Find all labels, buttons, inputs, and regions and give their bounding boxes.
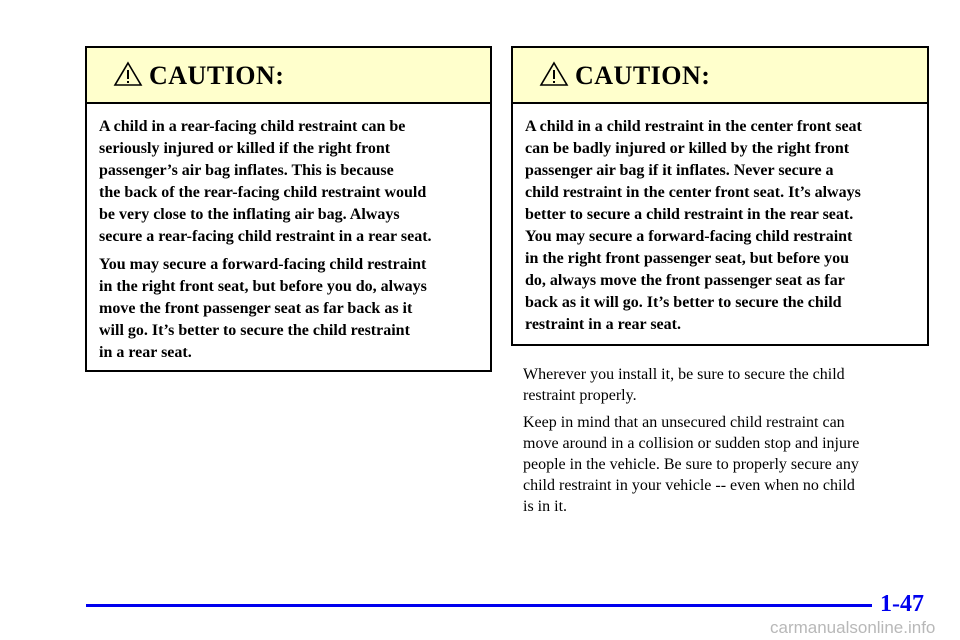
caution-title: CAUTION: [575, 61, 711, 90]
caution-paragraph: You may secure a forward-facing child restraint in the right front seat, but before you do, always move the front passenger seat as far back as it will go. It’s better to secure the child restraint in a rear seat. [99, 256, 427, 361]
caution-header [513, 48, 927, 104]
caution-paragraph: A child in a child restraint in the center front seat can be badly injured or killed by the right front passenger air bag if it inflates. Never secure a child restraint in the center front seat. It’s always better to secure a child restraint in the rear seat. You may secure a forward-facing child restraint in the right front passenger seat, but before you do, always move the front passenger seat as far back as it will go. It’s better to secure the child restraint in a rear seat. [525, 118, 862, 333]
caution-paragraph: A child in a rear-facing child restraint can be seriously injured or killed if the right front passenger’s air bag inflates. This is because the back of the rear-facing child restraint would be very close to the inflating air bag. Always secure a rear-facing child restraint in a rear seat. [99, 118, 432, 245]
body-paragraph: Keep in mind that an unsecured child restraint can move around in a collision or sudden stop and injure people in the vehicle. Be sure to properly secure any child restraint in your vehicle -- even when no child is in it. [523, 414, 860, 515]
page-number: 1-47 [880, 591, 924, 617]
caution-box-left [85, 46, 492, 372]
warning-triangle-icon [539, 61, 569, 87]
warning-triangle-icon [113, 61, 143, 87]
watermark: carmanualsonline.info [770, 618, 936, 637]
caution-body [513, 104, 927, 336]
body-paragraph: Wherever you install it, be sure to secure the child restraint properly. [523, 366, 845, 404]
caution-title: CAUTION: [149, 61, 285, 90]
caution-box-right [511, 46, 929, 346]
caution-header [87, 48, 490, 104]
footer-divider [86, 604, 872, 607]
caution-body [87, 104, 490, 364]
